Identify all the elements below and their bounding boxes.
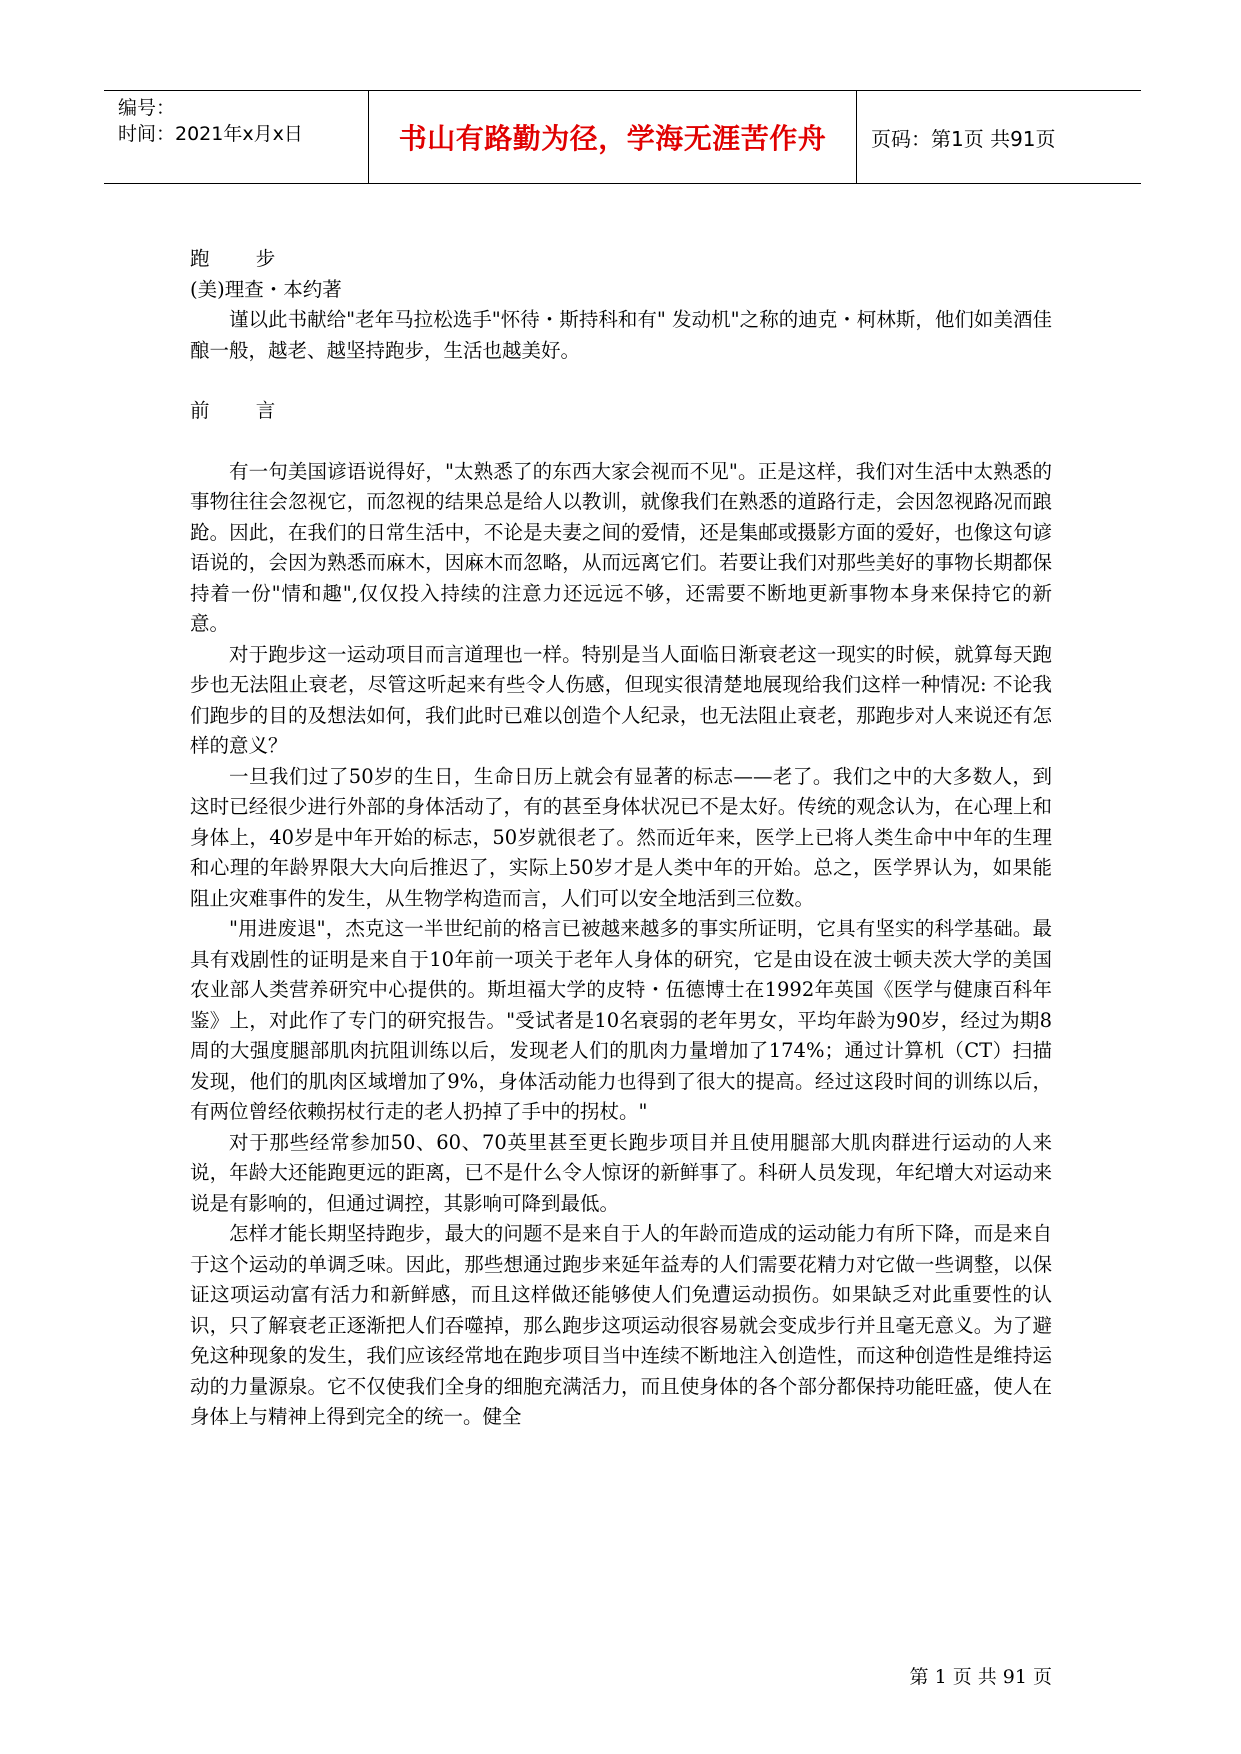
dedication: 谨以此书献给"老年马拉松选手"怀待・斯持科和有" 发动机"之称的迪克・柯林斯，他们如美酒佳酿一般，越老、越坚持跑步，生活也越美好。 bbox=[190, 308, 1052, 362]
paragraph: 对于跑步这一运动项目而言道理也一样。特别是当人面临日渐衰老这一现实的时候，就算每天跑步也无法阻止衰老，尽管这听起来有些令人伤感，但现实很清楚地展现给我们这样一种情况: 不论我们跑步的目的及想法如何，我们此时已难以创造个人纪录，也无法阻止衰老，那跑步对人来说还有怎样的意义？ bbox=[190, 642, 1052, 757]
document-body bbox=[190, 244, 1052, 1433]
document-title: 跑 步 bbox=[190, 247, 296, 270]
paragraph: 对于那些经常参加50、60、70英里甚至更长跑步项目并且使用腿部大肌肉群进行运动的人来说，年龄大还能跑更远的距离，已不是什么令人惊讶的新鲜事了。科研人员发现，年纪增大对运动来说是有影响的，但通过调控，其影响可降到最低。 bbox=[190, 1130, 1052, 1215]
page-footer: 第 1 页 共 91 页 bbox=[909, 1666, 1052, 1688]
document-time-label: 时间：2021年x月x日 bbox=[118, 123, 303, 145]
paragraph: 怎样才能长期坚持跑步，最大的问题不是来自于人的年龄而造成的运动能力有所下降，而是来自于这个运动的单调乏味。因此，那些想通过跑步来延年益寿的人们需要花精力对它做一些调整，以保证这项运动富有活力和新鲜感，而且这样做还能够使人们免遭运动损伤。如果缺乏对此重要性的认识，只了解衰老正逐渐把人们吞噬掉，那么跑步这项运动很容易就会变成步行并且毫无意义。为了避免这种现象的发生，我们应该经常地在跑步项目当中连续不断地注入创造性，而这种创造性是维持运动的力量源泉。它不仅使我们全身的细胞充满活力，而且使身体的各个部分都保持功能旺盛，使人在身体上与精神上得到完全的统一。健全 bbox=[190, 1222, 1052, 1428]
header-page-info: 页码：第1页 共91页 bbox=[871, 126, 1056, 151]
document-number-label: 编号： bbox=[118, 97, 176, 119]
paragraph: "用进废退"，杰克这一半世纪前的格言已被越来越多的事实所证明，它具有坚实的科学基础。最具有戏剧性的证明是来自于10年前一项关于老年人身体的研究，它是由设在波士顿夫茨大学的美国农业部人类营养研究中心提供的。斯坦福大学的皮特・伍德博士在1992年英国《医学与健康百科年鉴》上，对此作了专门的研究报告。"受试者是10名衰弱的老年男女，平均年龄为90岁，经过为期8周的大强度腿部肌肉抗阻训练以后，发现老人们的肌肉力量增加了174%；通过计算机（CT）扫描发现，他们的肌肉区域增加了9%，身体活动能力也得到了很大的提高。经过这段时间的训练以后，有两位曾经依赖拐杖行走的老人扔掉了手中的拐杖。" bbox=[190, 917, 1052, 1123]
header-motto: 书山有路勤为径，学海无涯苦作舟 bbox=[369, 91, 857, 183]
paragraph: 一旦我们过了50岁的生日，生命日历上就会有显著的标志——老了。我们之中的大多数人，到这时已经很少进行外部的身体活动了，有的甚至身体状况已不是太好。传统的观念认为，在心理上和身体上，40岁是中年开始的标志，50岁就很老了。然而近年来，医学上已将人类生命中中年的生理和心理的年龄界限大大向后推迟了，实际上50岁才是人类中年的开始。总之，医学界认为，如果能阻止灾难事件的发生，从生物学构造而言，人们可以安全地活到三位数。 bbox=[190, 764, 1052, 910]
preface-heading: 前 言 bbox=[190, 399, 296, 422]
spacer bbox=[190, 427, 1052, 457]
spacer bbox=[190, 366, 1052, 396]
paragraph: 有一句美国谚语说得好，"太熟悉了的东西大家会视而不见"。正是这样，我们对生活中太熟悉的事物往往会忽视它，而忽视的结果总是给人以教训，就像我们在熟悉的道路行走，会因忽视路况而踉跄。因此，在我们的日常生活中，不论是夫妻之间的爱情，还是集邮或摄影方面的爱好，也像这句谚语说的，会因为熟悉而麻木，因麻木而忽略，从而远离它们。若要让我们对那些美好的事物长期都保持着一份"情和趣",仅仅投入持续的注意力还远远不够，还需要不断地更新事物本身来保持它的新意。 bbox=[190, 459, 1052, 635]
document-author: (美)理查・本约著 bbox=[190, 277, 342, 301]
header-meta bbox=[104, 91, 369, 183]
page-header bbox=[104, 90, 1141, 184]
